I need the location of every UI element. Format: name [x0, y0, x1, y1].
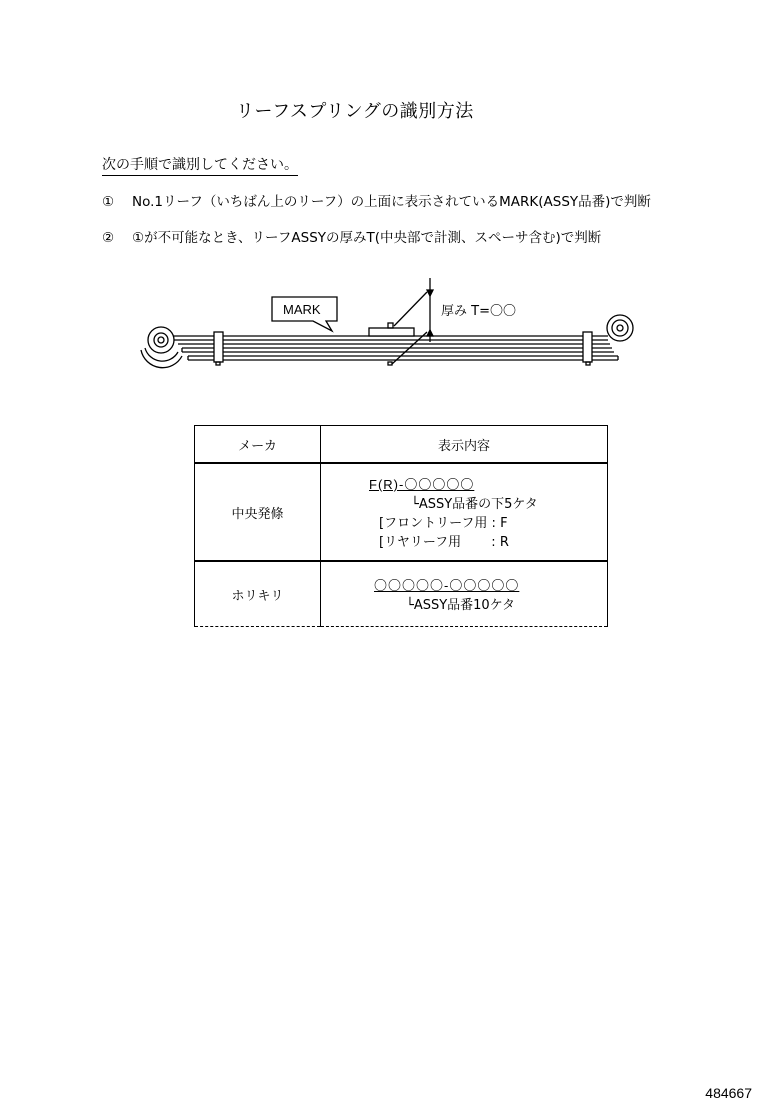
- leaf-spring-diagram: [130, 270, 660, 380]
- note-line: [リヤリーフ用 : R: [379, 535, 509, 550]
- maker-cell: ホリキリ: [195, 561, 321, 627]
- step-text: ①が不可能なとき、リーフASSYの厚みT(中央部で計測、スペーサ含む)で判断: [132, 230, 602, 246]
- table-row: [195, 463, 608, 561]
- step-2: [102, 226, 601, 246]
- header-maker: メーカ: [195, 426, 321, 464]
- thickness-label: 厚み T=〇〇: [441, 304, 516, 319]
- document-id: 484667: [705, 1085, 752, 1101]
- mark-label: MARK: [283, 302, 321, 317]
- content-cell: [321, 561, 608, 627]
- page-title: リーフスプリングの識別方法: [236, 101, 474, 122]
- step-number: ②: [102, 230, 115, 246]
- table-header-row: [195, 426, 608, 464]
- code-pattern: F(R)-〇〇〇〇〇: [369, 477, 475, 492]
- step-1: [102, 190, 651, 210]
- step-number: ①: [102, 194, 115, 210]
- header-content: 表示内容: [321, 426, 608, 464]
- maker-cell: 中央発條: [195, 463, 321, 561]
- table-row: [195, 561, 608, 627]
- note-line: └ASSY品番10ケタ: [406, 598, 516, 613]
- intro-text: 次の手順で識別してください。: [102, 154, 298, 176]
- code-pattern: 〇〇〇〇〇-〇〇〇〇〇: [374, 578, 520, 593]
- content-cell: [321, 463, 608, 561]
- note-line: [フロントリーフ用 : F: [379, 516, 508, 531]
- maker-table: [194, 425, 608, 627]
- step-text: No.1リーフ（いちばん上のリーフ）の上面に表示されているMARK(ASSY品番)で判断: [132, 194, 651, 210]
- note-line: └ASSY品番の下5ケタ: [411, 497, 538, 512]
